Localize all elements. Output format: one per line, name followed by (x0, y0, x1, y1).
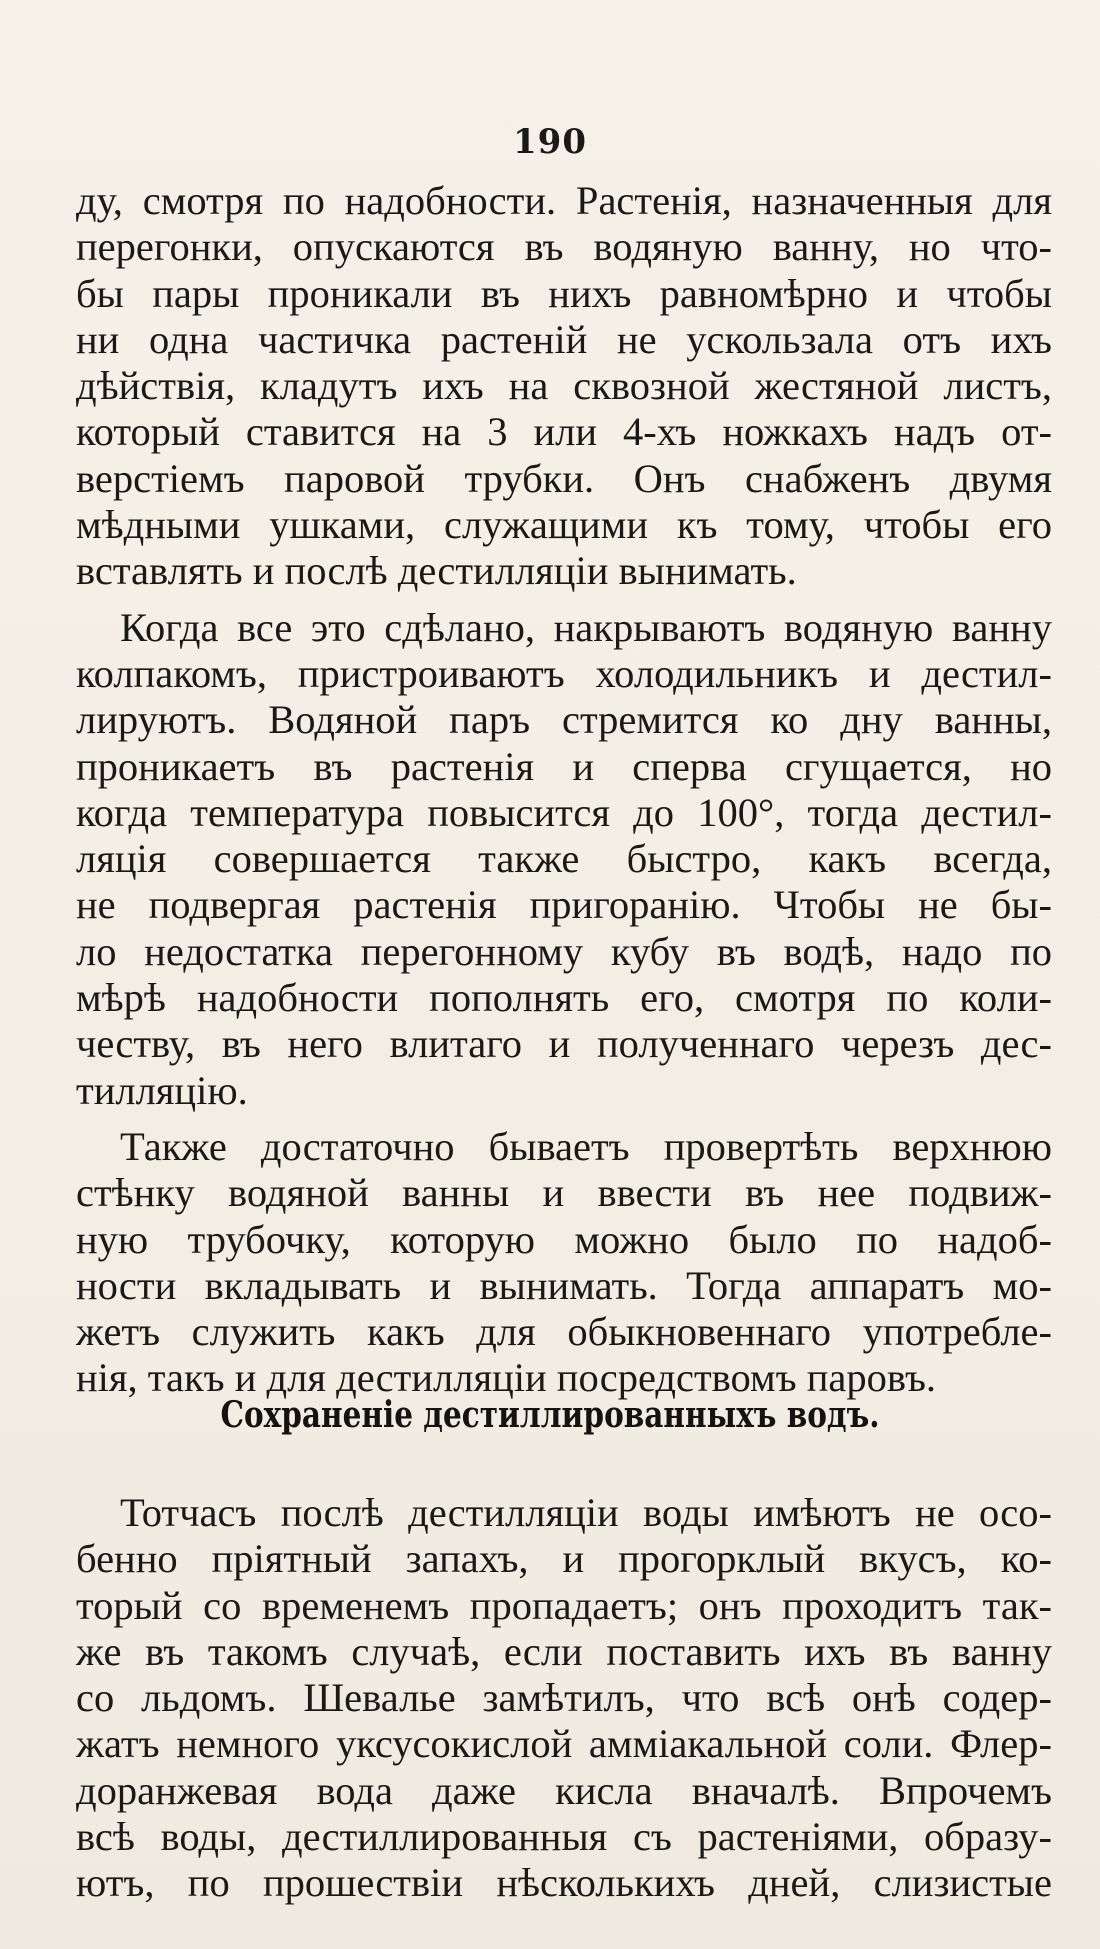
text-line: бы пары проникали въ нихъ равномѣрно и чтобы (76, 270, 1052, 316)
paragraph-3 (76, 1124, 1052, 1402)
text-line: когда температура повысится до 100°, тогда дестил- (76, 789, 1052, 835)
text-line: тилляцію. (76, 1067, 248, 1113)
text-line: ную трубочку, которую можно было по надоб- (76, 1216, 1052, 1262)
text-line: который ставится на 3 или 4-хъ ножкахъ надъ от- (76, 409, 1052, 455)
page-number: 190 (513, 122, 587, 162)
text-line: Когда все это сдѣлано, накрываютъ водяную ванну (120, 604, 1052, 650)
text-line: жетъ служить какъ для обыкновеннаго употребле- (76, 1309, 1052, 1355)
body-text-top (76, 178, 1052, 1402)
paragraph-1 (76, 178, 1052, 595)
text-line: ютъ, по прошествіи нѣсколькихъ дней, слизистые (76, 1860, 1052, 1906)
text-line: перегонки, опускаются въ водяную ванну, но что- (76, 224, 1052, 270)
text-line: дѣйствія, кладутъ ихъ на сквозной жестяной листъ, (76, 363, 1052, 409)
section-heading: Сохраненіе дестиллированныхъ водъ. (220, 1394, 880, 1436)
text-line: ни одна частичка растеній не ускользала отъ ихъ (76, 316, 1052, 362)
text-line: ло недостатка перегонному кубу въ водѣ, надо по (76, 928, 1052, 974)
body-text-bottom (76, 1490, 1052, 1907)
text-line: ду, смотря по надобности. Растенія, назначенныя для (76, 178, 1052, 223)
paragraph-2 (76, 605, 1052, 1114)
text-line: лируютъ. Водяной паръ стремится ко дну ванны, (76, 697, 1052, 743)
text-line: же въ такомъ случаѣ, если поставить ихъ въ ванну (76, 1628, 1052, 1674)
text-line: верстіемъ паровой трубки. Онъ снабженъ двумя (76, 455, 1052, 501)
text-line: проникаетъ въ растенія и сперва сгущается, но (76, 743, 1052, 789)
text-line: Тотчасъ послѣ дестилляціи воды имѣютъ не осо- (120, 1490, 1052, 1535)
text-line: торый со временемъ пропадаетъ; онъ проходитъ так- (76, 1582, 1052, 1628)
text-line: честву, въ него влитаго и полученнаго черезъ дес- (76, 1021, 1052, 1067)
text-line: стѣнку водяной ванны и ввести въ нее подвиж- (76, 1170, 1052, 1216)
text-line: ляція совершается также быстро, какъ всегда, (76, 836, 1052, 882)
text-line: не подвергая растенія пригоранію. Чтобы не бы- (76, 882, 1052, 928)
text-line: всѣ воды, дестиллированныя съ растеніями, образу- (76, 1814, 1052, 1860)
text-line: вставлять и послѣ дестилляціи вынимать. (76, 548, 797, 594)
text-line: жатъ немного уксусокислой аммiакальной соли. Флер- (76, 1721, 1052, 1767)
text-line: нія, такъ и для дестилляціи посредствомъ паровъ. (76, 1355, 937, 1401)
text-line: колпакомъ, пристроиваютъ холодильникъ и дестил- (76, 650, 1052, 696)
text-line: со льдомъ. Шевалье замѣтилъ, что всѣ онѣ содер- (76, 1675, 1052, 1721)
text-line: мѣдными ушками, служащими къ тому, чтобы его (76, 502, 1052, 548)
text-line: бенно пріятный запахъ, и прогорклый вкусъ, ко- (76, 1536, 1052, 1582)
text-line: Также достаточно бываетъ провертѣть верхнюю (120, 1123, 1052, 1169)
text-line: мѣрѣ надобности пополнять его, смотря по коли- (76, 975, 1052, 1021)
paragraph-4 (76, 1490, 1052, 1907)
text-line: доранжевая вода даже кисла вначалѣ. Впрочемъ (76, 1767, 1052, 1813)
text-line: ности вкладывать и вынимать. Тогда аппаратъ мо- (76, 1262, 1052, 1308)
